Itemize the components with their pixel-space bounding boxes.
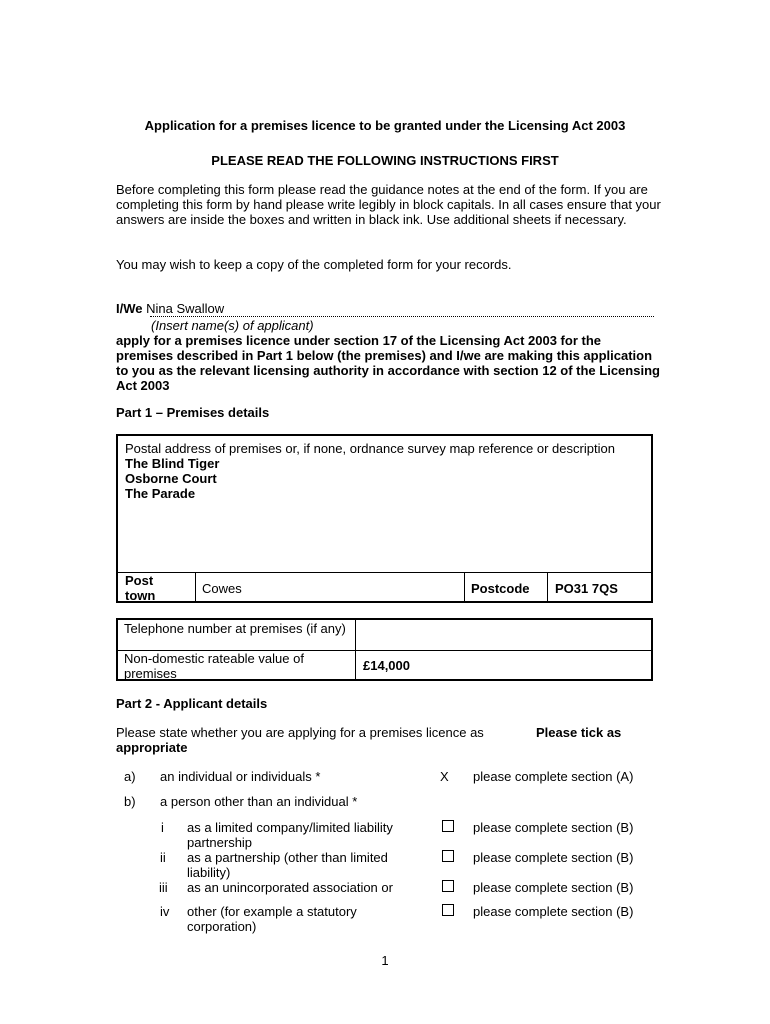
divider	[118, 572, 651, 573]
postcode-label: Postcode	[471, 581, 530, 596]
address-line-1[interactable]: The Blind Tiger	[125, 456, 220, 471]
option-a-letter: a)	[124, 769, 136, 784]
applicant-prefix: I/We	[116, 301, 143, 316]
sub-option-checkbox[interactable]	[442, 820, 454, 832]
post-town-label: Post town	[125, 573, 156, 603]
part1-heading: Part 1 – Premises details	[116, 405, 270, 420]
sub-option-checkbox[interactable]	[442, 880, 454, 892]
rateable-value[interactable]: £14,000	[363, 658, 410, 673]
sub-option-action: please complete section (B)	[473, 904, 634, 919]
tick-label: Please tick as	[536, 725, 622, 740]
option-a-text: an individual or individuals *	[160, 769, 321, 784]
sub-option-numeral: ii	[160, 850, 166, 865]
telephone-label: Telephone number at premises (if any)	[124, 621, 346, 636]
option-b-text: a person other than an individual *	[160, 794, 358, 809]
form-title: Application for a premises licence to be granted under the Licensing Act 2003	[144, 118, 626, 133]
applicant-line	[116, 301, 224, 316]
sub-option-action: please complete section (B)	[473, 820, 634, 835]
instructions-heading: PLEASE READ THE FOLLOWING INSTRUCTIONS FIRST	[211, 153, 559, 168]
option-a-action: please complete section (A)	[473, 769, 634, 784]
applicant-statement: apply for a premises licence under section 17 of the Licensing Act 2003 for the premises described in Part 1 below (the premises) and I/we are making this application to you as the relevant licensing authority in accordance with section 12 of the Licensing Act 2003	[116, 333, 660, 393]
divider	[195, 572, 196, 603]
divider	[464, 572, 465, 603]
address-line-2[interactable]: Osborne Court	[125, 471, 217, 486]
sub-option-text: other (for example a statutory corporation)	[187, 904, 357, 934]
premises-contact-table	[116, 618, 653, 681]
copy-note: You may wish to keep a copy of the completed form for your records.	[116, 257, 512, 272]
option-a-tick[interactable]: X	[440, 769, 449, 784]
sub-option-checkbox[interactable]	[442, 904, 454, 916]
page-number: 1	[381, 953, 389, 968]
rateable-label: Non-domestic rateable value of premises	[124, 651, 304, 681]
applicant-name[interactable]: Nina Swallow	[146, 301, 225, 316]
sub-option-numeral: i	[161, 820, 164, 835]
postcode-value[interactable]: PO31 7QS	[555, 581, 618, 596]
sub-option-numeral: iv	[160, 904, 170, 919]
intro-paragraph: Before completing this form please read the guidance notes at the end of the form. If you are completing this form by hand please write legibly in block capitals. In all cases ensure that your answers are inside the boxes and written in black ink. Use additional sheets if necessary.	[116, 182, 661, 227]
sub-option-text: as a partnership (other than limited liability)	[187, 850, 388, 880]
applicant-name-underline	[150, 316, 654, 317]
sub-option-action: please complete section (B)	[473, 850, 634, 865]
sub-option-text: as an unincorporated association or	[187, 880, 393, 895]
part2-question-end: appropriate	[116, 740, 188, 755]
divider	[547, 572, 548, 603]
sub-option-text: as a limited company/limited liability partnership	[187, 820, 393, 850]
sub-option-action: please complete section (B)	[473, 880, 634, 895]
post-town-value[interactable]: Cowes	[202, 581, 242, 596]
premises-address-table	[116, 434, 653, 603]
address-label: Postal address of premises or, if none, ordnance survey map reference or description	[125, 441, 615, 456]
address-line-3[interactable]: The Parade	[125, 486, 196, 501]
part2-heading: Part 2 - Applicant details	[116, 696, 268, 711]
sub-option-numeral: iii	[159, 880, 168, 895]
sub-option-checkbox[interactable]	[442, 850, 454, 862]
option-b-letter: b)	[124, 794, 136, 809]
part2-question: Please state whether you are applying for a premises licence as	[116, 725, 484, 740]
applicant-name-hint: (Insert name(s) of applicant)	[151, 318, 314, 333]
